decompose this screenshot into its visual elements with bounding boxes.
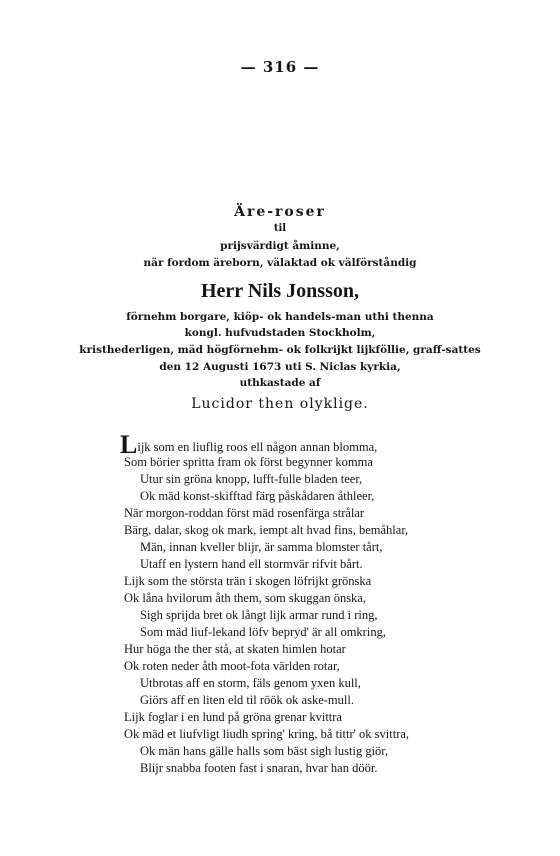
dedication-line-1: prijsvärdigt åminne,: [220, 240, 340, 252]
dedication-line-2: när fordom äreborn, välaktad ok välförståndig: [143, 257, 417, 269]
verse-line-9: Lijk som the största trän i skogen löfrijkt grönska: [124, 574, 372, 588]
verse-line-20: Blijr snabba footen fast i snaran, hvar han döör.: [140, 761, 378, 775]
verse-line-13: Hur höga the ther stå, at skaten himlen hotar: [124, 642, 346, 656]
verse-line-18: Ok mäd et liufvligt liudh spring' kring, bå tittr' ok svittra,: [124, 727, 410, 741]
dedication-line-7: uthkastade af: [239, 377, 321, 389]
verse-line-5: När morgon-roddan först mäd rosenfärga strålar: [124, 506, 365, 520]
verse-line-12: Som mäd liuf-lekand löfv bepryd' är all omkring,: [140, 625, 386, 639]
dedication-line-4: kongl. hufvudstaden Stockholm,: [184, 327, 376, 339]
dedication-line-3: förnehm borgare, kiöp- ok handels-man uthi thenna: [126, 311, 434, 323]
poem-title: Äre-roser: [234, 204, 326, 220]
verse-line-11: Sigh sprijda bret ok långt lijk armar rund i ring,: [140, 608, 378, 622]
verse-line-2: Som börier spritta fram ok först begynner komma: [124, 455, 373, 469]
verse-line-16: Giörs aff en liten eld til röök ok aske-mull.: [140, 693, 354, 707]
verse-line-14: Ok roten neder åth moot-fota världen rotar,: [124, 659, 340, 673]
drop-cap: L: [120, 430, 138, 459]
verse-line-6: Bärg, dalar, skog ok mark, iempt alt hvad fins, bemåhlar,: [124, 523, 409, 537]
verse-line-19: Ok män hans gälle halls som bäst sigh lustig giör,: [140, 744, 389, 758]
verse-line-7: Män, innan kveller blijr, är samma blomster tårt,: [140, 540, 383, 554]
author-line: Lucidor then olyklige.: [191, 396, 369, 412]
dedication-til: til: [273, 223, 287, 234]
dedication-line-5: kristhederligen, mäd högförnehm- ok folkrijkt lijkföllie, graff-sattes: [79, 344, 481, 356]
page-number: — 316 —: [240, 58, 320, 76]
honoree-name: Herr Nils Jonsson,: [201, 280, 359, 302]
verse-line-8: Utaff en lystern hand ell stormvär rifvit bårt.: [140, 557, 363, 571]
verse-line-10: Ok låna hvilorum åth them, som skuggan önska,: [124, 591, 366, 605]
verse-line-1: Lijk som en liuflig roos ell någon annan blomma,: [120, 430, 378, 459]
verse-line-15: Utbrotas aff en storm, fäls genom yxen kull,: [140, 676, 361, 690]
dedication-line-6: den 12 Augusti 1673 uti S. Niclas kyrkia,: [159, 361, 401, 373]
verse-line-17: Lijk foglar i en lund på gröna grenar kvittra: [124, 710, 342, 724]
verse-line-3: Utur sin gröna knopp, lufft-fulle bladen teer,: [140, 472, 363, 486]
verse-line-4: Ok mäd konst-skifftad färg påskådaren åthleer,: [140, 489, 375, 503]
